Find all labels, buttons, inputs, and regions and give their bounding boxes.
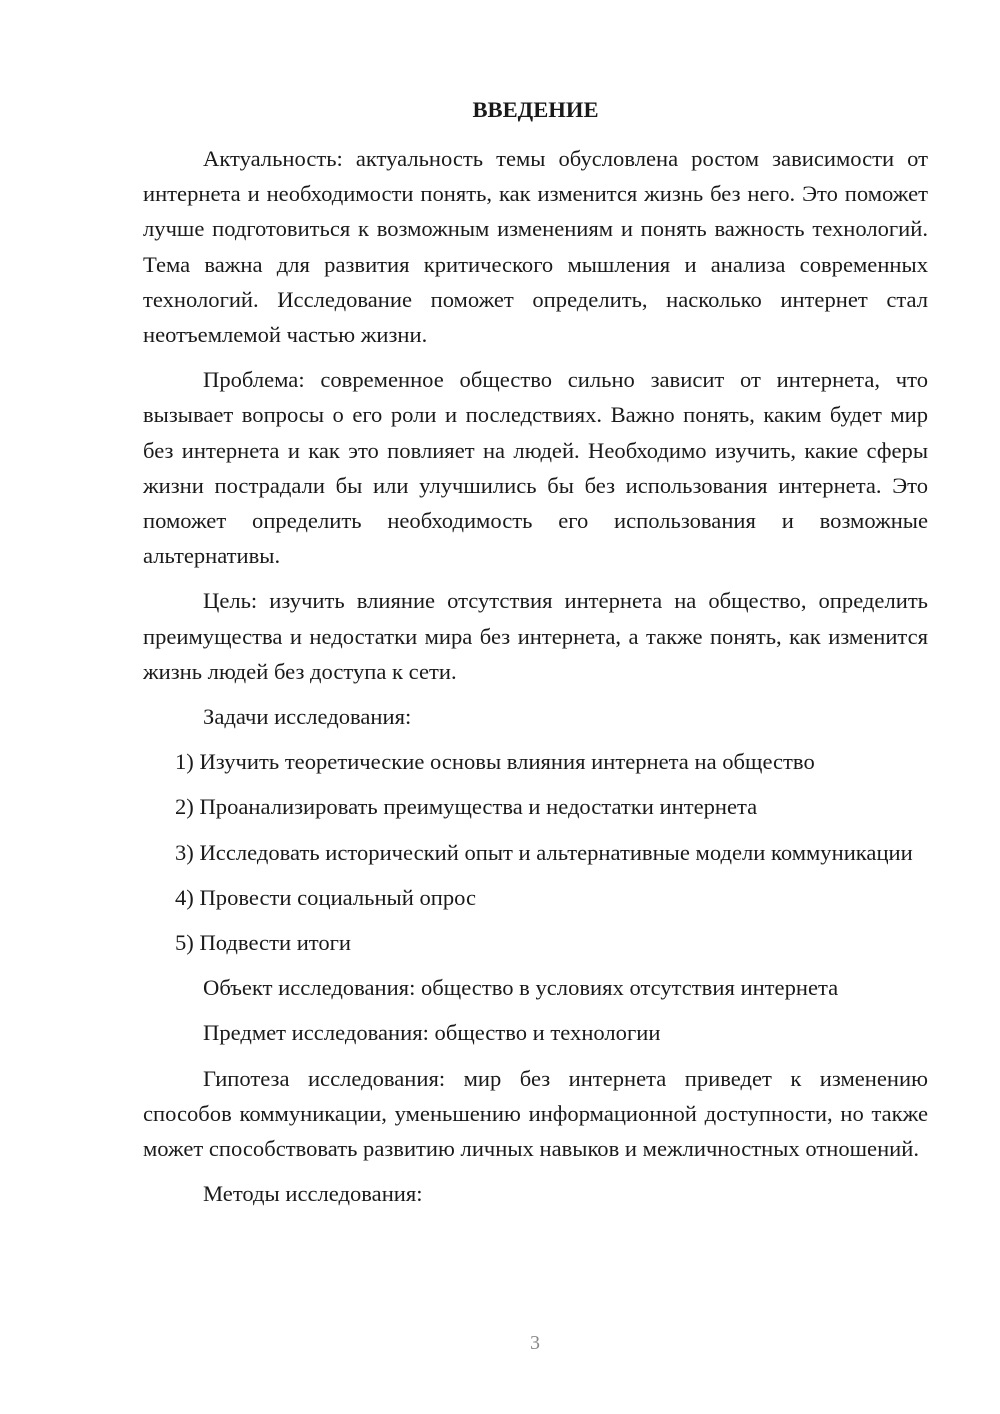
goal-paragraph: Цель: изучить влияние отсутствия интернета на общество, определить преимущества и недостатки мира без интернета, а также понять, как изменится жизнь людей без доступа к сети. xyxy=(143,588,928,684)
task-item-5: 5) Подвести итоги xyxy=(175,930,352,956)
hypothesis-paragraph: Гипотеза исследования: мир без интернета приведет к изменению способов коммуникации, уменьшению информационной доступности, но также может способствовать развитию личных навыков и межличностных отношений. xyxy=(143,1065,928,1162)
section-heading: ВВЕДЕНИЕ xyxy=(472,97,599,122)
task-item-1: 1) Изучить теоретические основы влияния интернета на общество xyxy=(175,749,815,775)
task-item-2: 2) Проанализировать преимущества и недостатки интернета xyxy=(175,794,758,820)
research-subject: Предмет исследования: общество и технологии xyxy=(203,1020,661,1046)
relevance-paragraph: Актуальность: актуальность темы обусловлена ростом зависимости от интернета и необходимости понять, как изменится жизнь без него. Это поможет лучше подготовиться к возможным изменениям и понять важность технологий. Тема важна для развития критического мышления и анализа современных технологий. Исследование поможет определить, насколько интернет стал неотъемлемой частью жизни. xyxy=(143,146,928,348)
task-item-4: 4) Провести социальный опрос xyxy=(175,884,477,910)
task-item-3: 3) Исследовать исторический опыт и альтернативные модели коммуникации xyxy=(175,839,913,865)
research-object: Объект исследования: общество в условиях отсутствия интернета xyxy=(203,975,839,1001)
tasks-heading: Задачи исследования: xyxy=(203,704,412,730)
document-page xyxy=(143,92,928,1221)
methods-heading: Методы исследования: xyxy=(203,1181,423,1207)
problem-paragraph: Проблема: современное общество сильно зависит от интернета, что вызывает вопросы о его роли и последствиях. Важно понять, каким будет мир без интернета и как это повлияет на людей. Необходимо изучить, какие сферы жизни пострадали бы или улучшились бы без использования интернета. Это поможет определить необходимость его использования и возможные альтернативы. xyxy=(143,367,928,569)
page-number: 3 xyxy=(530,1332,540,1354)
